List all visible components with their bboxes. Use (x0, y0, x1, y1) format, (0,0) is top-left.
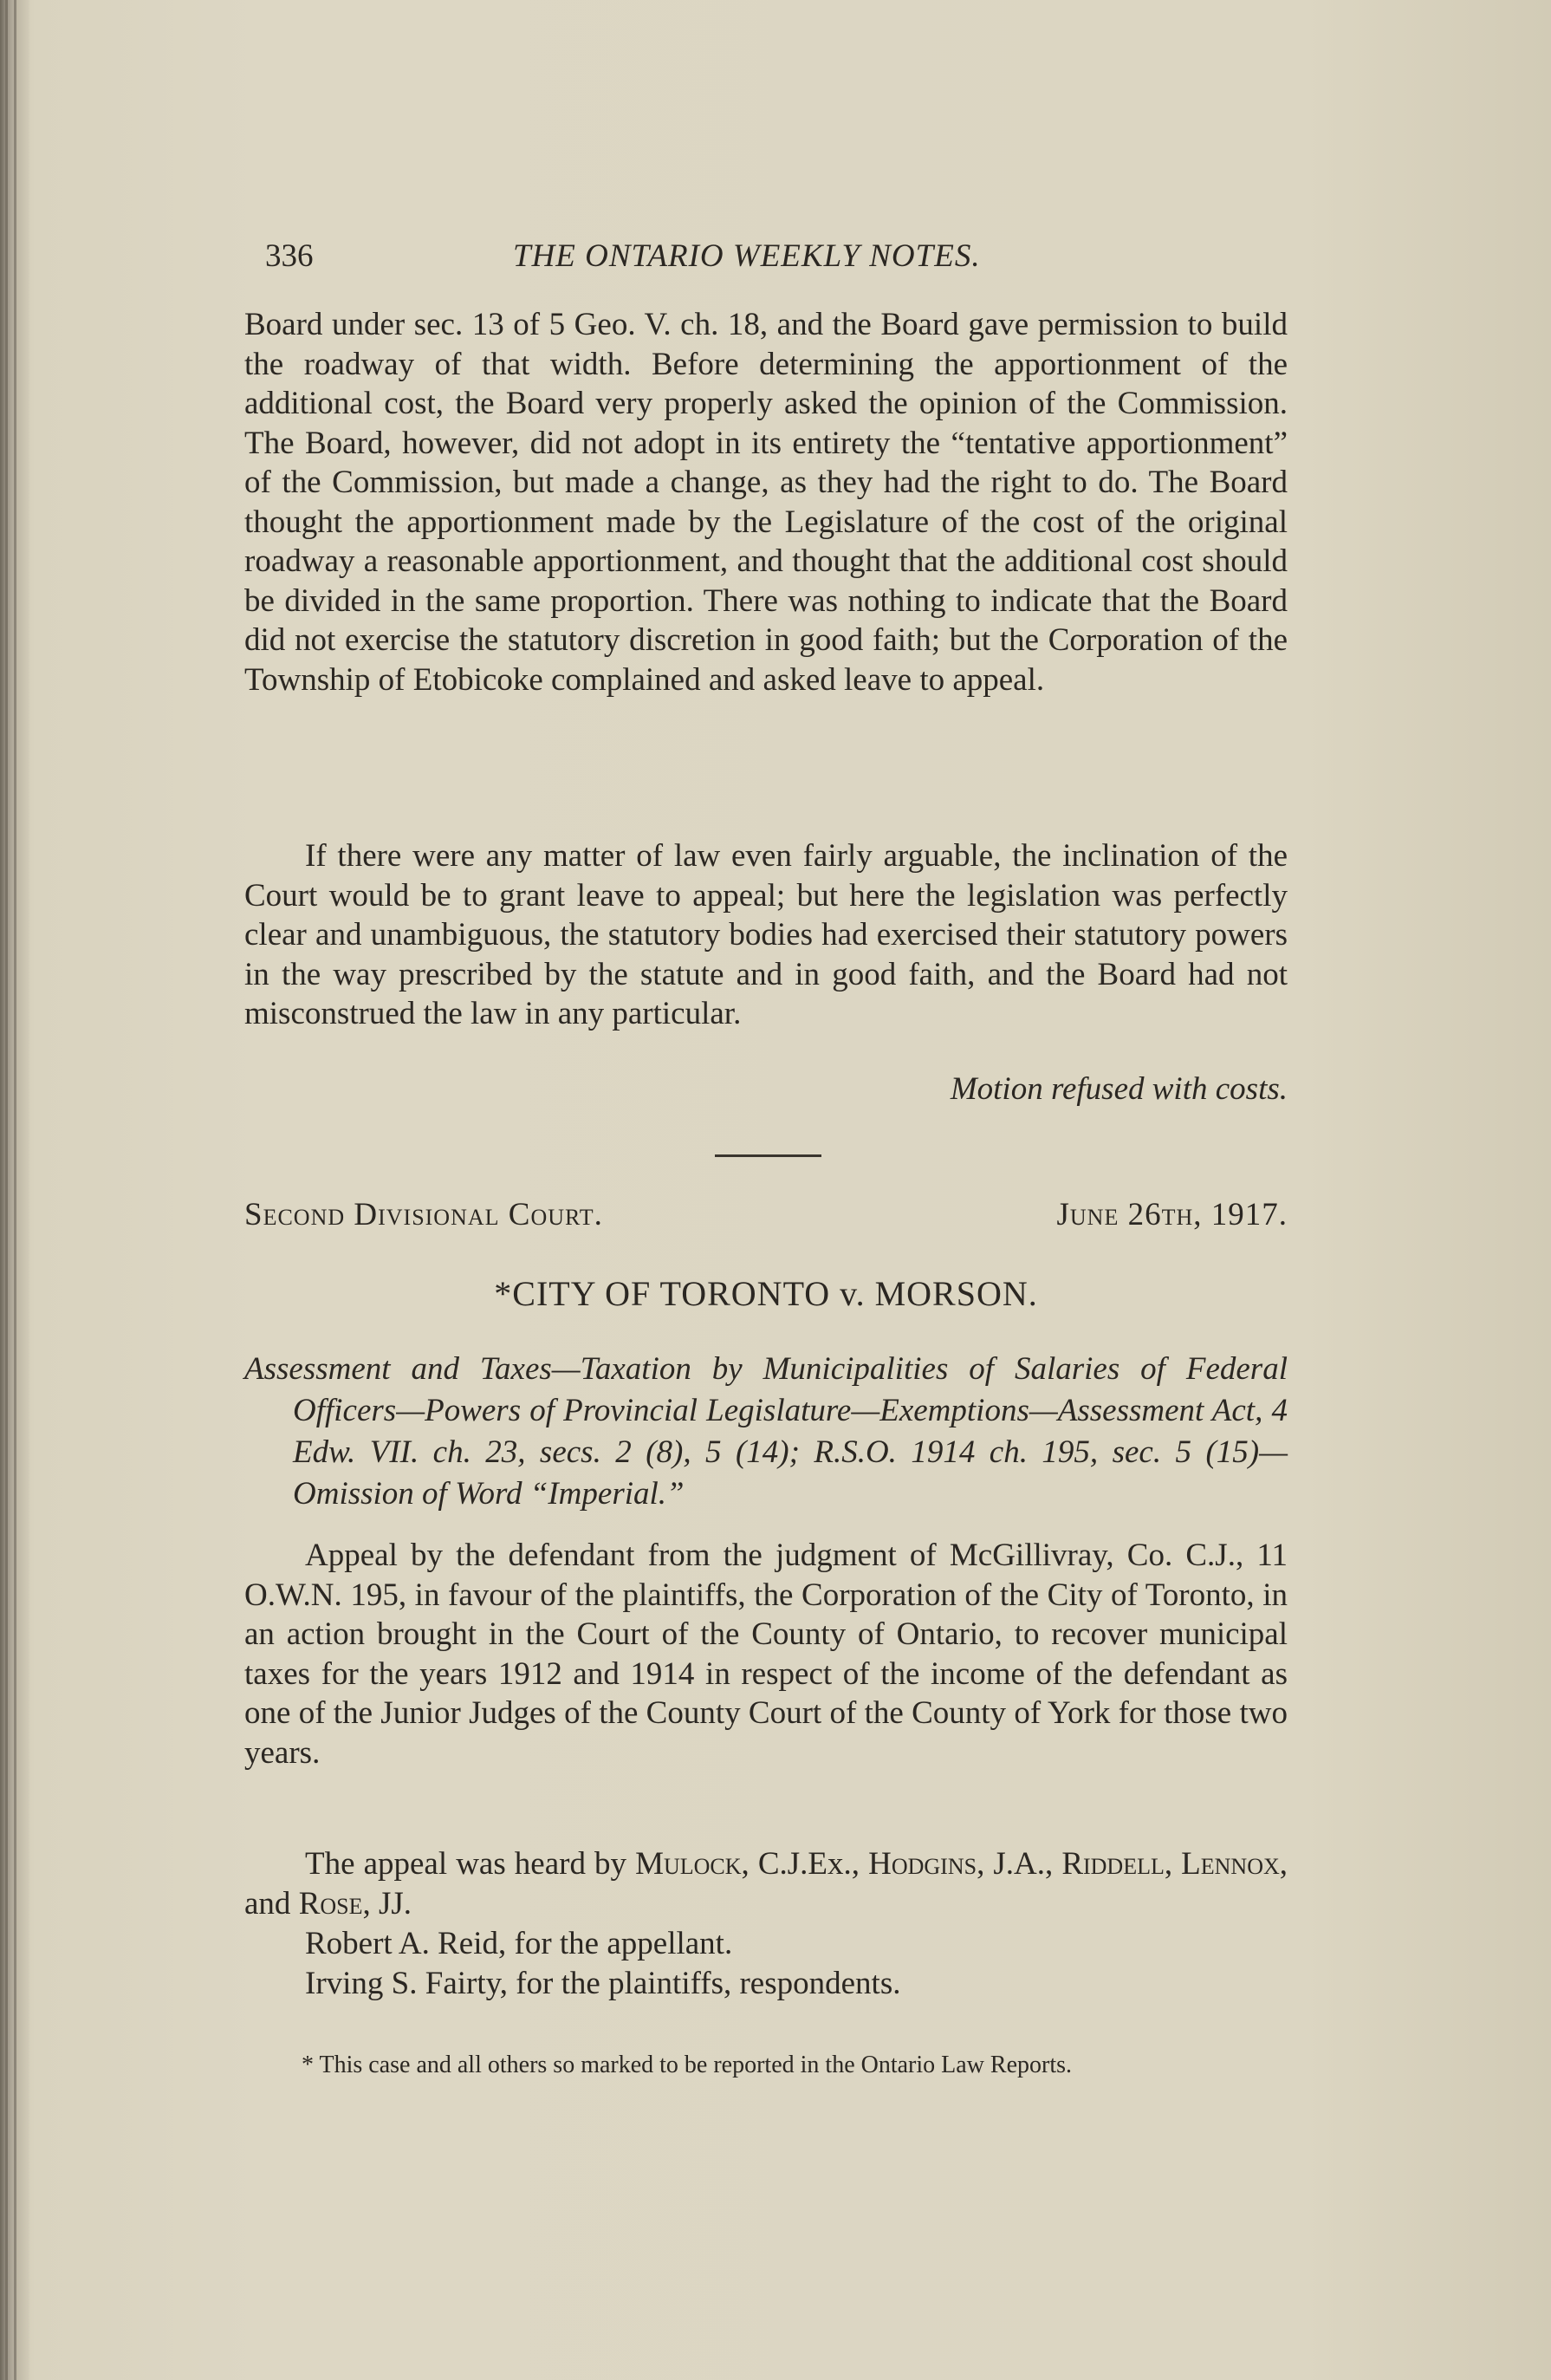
page-number: 336 (265, 238, 314, 274)
running-head: THE ONTARIO WEEKLY NOTES. (513, 238, 981, 274)
judgment-date: June 26th, 1917. (1056, 1197, 1288, 1232)
headnote: Assessment and Taxes—Taxation by Municipalities of Salaries of Federal Officers—Powers of Provincial Legislature—Exemptions—Assessment Act, 4 Edw. VII. ch. 23, secs. 2 (8), 5 (14); R.S.O. 1914 ch. 195, sec. 5 (15)—Omission of Word “Imperial.” (244, 1351, 1288, 1512)
judge-name: Lennox (1181, 1846, 1280, 1882)
judge-name: Hodgins (868, 1846, 977, 1882)
appeal-paragraph: Appeal by the defendant from the judgment of McGillivray, Co. C.J., 11 O.W.N. 195, in favour of the plaintiffs, the Corporation of the City of Toronto, in an action brought in the Court of the County of Ontario, to recover municipal taxes for the years 1912 and 1914 in respect of the income of the defendant as one of the Junior Judges of the County Court of the County of York for those two years. (244, 1538, 1288, 1771)
spine-edge (5, 0, 8, 2380)
counsel-respondents: Irving S. Fairty, for the plaintiffs, respondents. (305, 1966, 901, 2001)
paragraph: If there were any matter of law even fairly arguable, the inclination of the Court would be to grant leave to appeal; but here the legislation was perfectly clear and unambiguous, the statutory bodies had exercised their statutory powers in the way prescribed by the statute and in good faith, and the Board had not misconstrued the law in any particular. (244, 838, 1288, 1031)
judge-suffix: , and (244, 1846, 1288, 1922)
judge-suffix: , (1164, 1846, 1182, 1882)
case-title: *CITY OF TORONTO v. MORSON. (494, 1274, 1038, 1313)
judge-suffix: , C.J.Ex., (741, 1846, 869, 1882)
judge-suffix: , JJ. (362, 1885, 412, 1922)
counsel-appellant: Robert A. Reid, for the appellant. (305, 1926, 733, 1961)
judge-name: Riddell (1061, 1846, 1165, 1882)
judge-name: Rose (298, 1885, 363, 1922)
hearing-paragraph (244, 1844, 1288, 1923)
paragraph: Board under sec. 13 of 5 Geo. V. ch. 18, and the Board gave permission to build the roadway of that width. Before determining the apportionment of the additional cost, the Board very properly asked the opinion of the Commission. The Board, however, did not adopt in its entirety the “tentative apportionment” of the Commission, but made a change, as they had the right to do. The Board thought the apportionment made by the Legislature of the cost of the original roadway a reasonable apportionment, and thought that the additional cost should be divided in the same proportion. There was nothing to indicate that the Board did not exercise the statutory discretion in good faith; but the Corporation of the Township of Etobicoke complained and asked leave to appeal. (244, 307, 1288, 698)
court-line (244, 1194, 1288, 1236)
court-name: Second Divisional Court. (244, 1197, 603, 1232)
judge-suffix: , J.A., (977, 1846, 1062, 1882)
judge-name: Mulock (635, 1846, 742, 1882)
section-divider (715, 1154, 821, 1157)
footnote: * This case and all others so marked to be reported in the Ontario Law Reports. (302, 2052, 1073, 2078)
heard-prefix: The appeal was heard by (305, 1846, 636, 1882)
page-header (244, 236, 1288, 277)
motion-result: Motion refused with costs. (950, 1071, 1288, 1107)
spine-edge (14, 0, 16, 2380)
